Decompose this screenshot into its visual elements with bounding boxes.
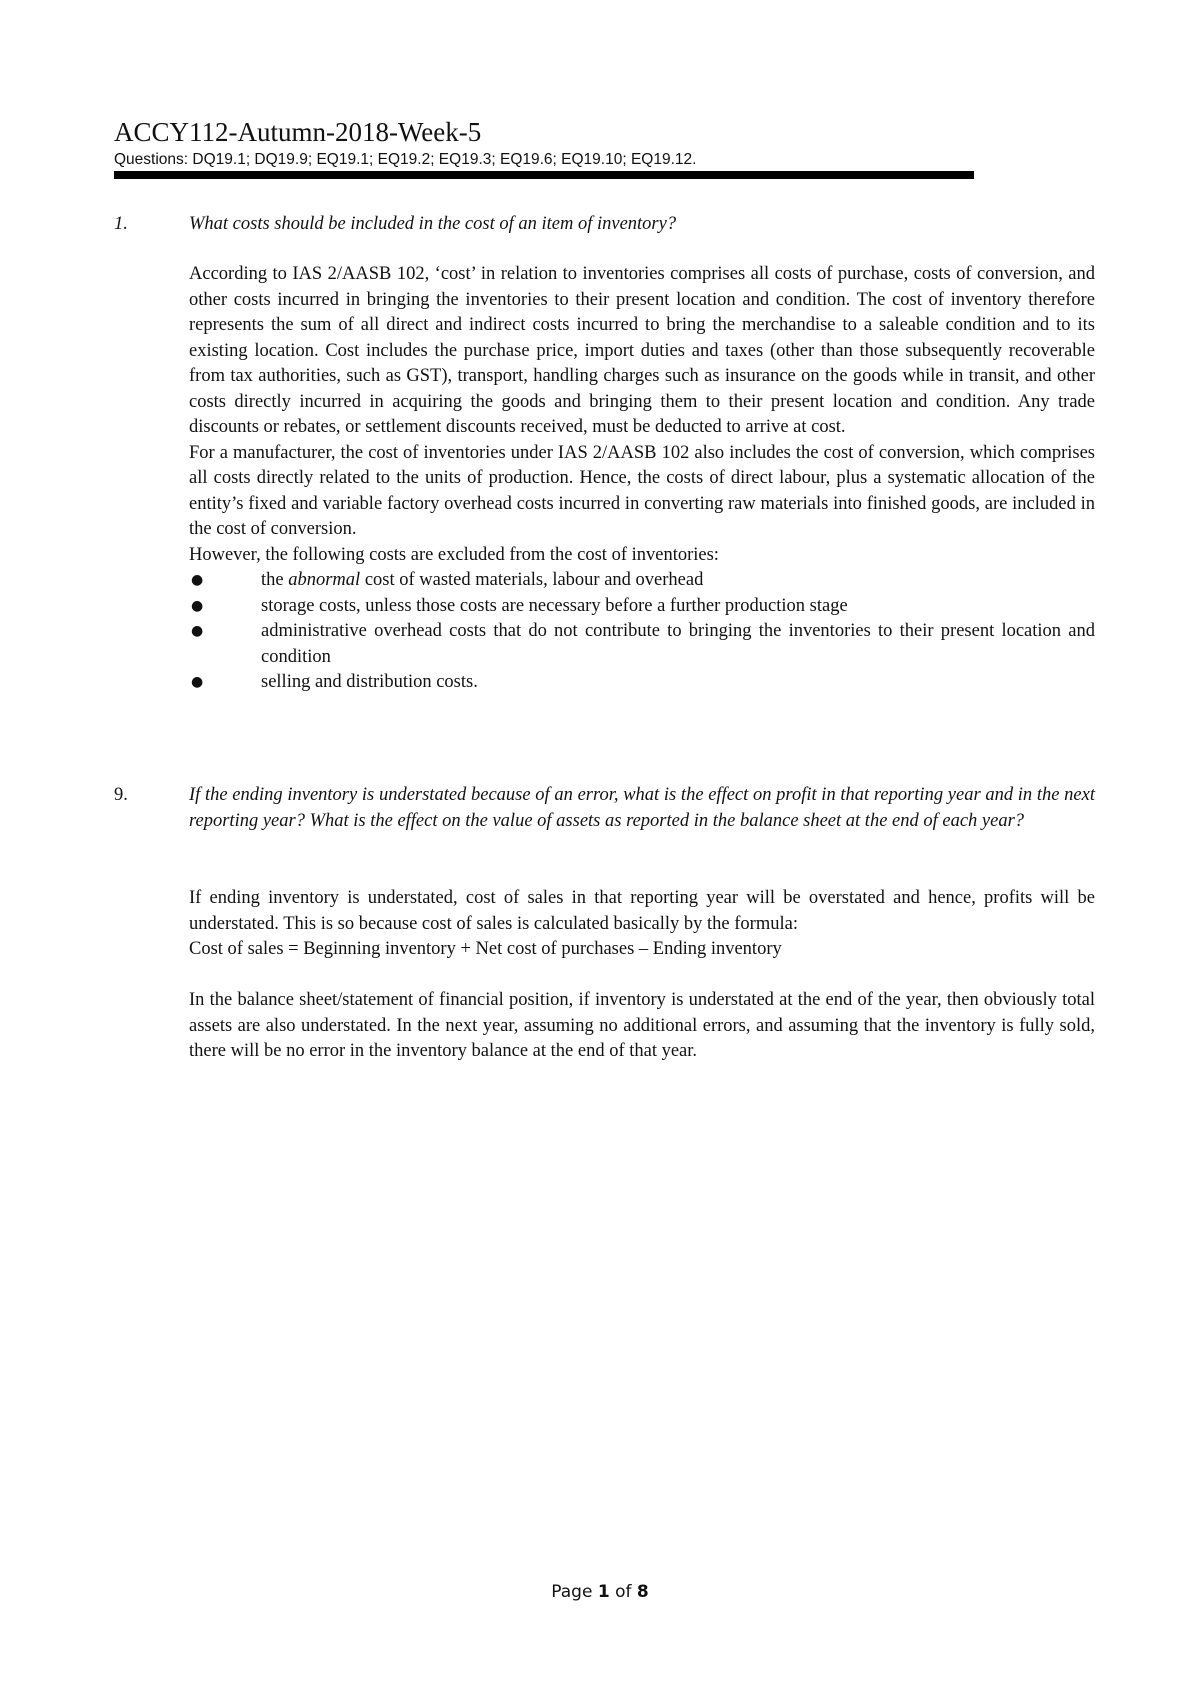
document-title: ACCY112-Autumn-2018-Week-5 xyxy=(114,117,482,147)
bullet-text: cost of wasted materials, labour and overhead xyxy=(360,570,704,590)
answer-1-paragraph-3: However, the following costs are excluded from the cost of inventories: xyxy=(189,544,719,565)
answer-1-paragraph-1: According to IAS 2/AASB 102, ‘cost’ in relation to inventories comprises all costs of purchase, costs of conversion, and other costs incurred in bringing the inventories to their present location and condition. The cost of inventory therefore represents the sum of all direct and indirect costs incurred to bring the merchandise to a saleable condition and to its existing location. Cost includes the purchase price, import duties and taxes (other than those subsequently recoverable from tax authorities, such as GST), transport, handling charges such as insurance on the goods while in transit, and other costs directly incurred in acquiring the goods and bringing them to their present location and condition. Any trade discounts or rebates, or settlement discounts received, must be deducted to arrive at cost. xyxy=(189,264,1095,437)
question-9-number: 9. xyxy=(114,785,128,805)
header-divider xyxy=(114,171,974,179)
cost-of-sales-formula: Cost of sales = Beginning inventory + Net cost of purchases – Ending inventory xyxy=(189,939,782,959)
answer-1-paragraph-2: For a manufacturer, the cost of inventories under IAS 2/AASB 102 also includes the cost of conversion, which comprises all costs directly related to the units of production. Hence, the costs of direct labour, plus a systematic allocation of the entity’s fixed and variable factory overhead costs incurred in converting raw materials into finished goods, are included in the cost of conversion. xyxy=(189,442,1095,539)
question-1-answer xyxy=(189,262,1095,696)
list-item xyxy=(189,670,1095,696)
answer-9-paragraph-1: If ending inventory is understated, cost of sales in that reporting year will be overstated and hence, profits will be understated. This is so because cost of sales is calculated basically by the formula: xyxy=(189,888,1095,934)
bullet-text: administrative overhead costs that do not contribute to bringing the inventories to their present location and condition xyxy=(261,621,1095,667)
bullet-icon: ● xyxy=(191,674,204,690)
footer-of-word: of xyxy=(615,1582,632,1602)
bullet-emphasis: abnormal xyxy=(288,570,361,590)
question-1-text: What costs should be included in the cost of an item of inventory? xyxy=(189,214,677,234)
bullet-icon: ● xyxy=(191,572,204,588)
list-item xyxy=(189,594,1095,620)
bullet-icon: ● xyxy=(191,623,204,639)
bullet-text: selling and distribution costs. xyxy=(261,672,478,692)
list-item xyxy=(189,619,1095,670)
answer-9-paragraph-2: In the balance sheet/statement of financial position, if inventory is understated at the end of the year, then obviously total assets are also understated. In the next year, assuming no additional errors, and assuming that the inventory is fully sold, there will be no error in the inventory balance at the end of that year. xyxy=(189,990,1095,1061)
page-number-footer xyxy=(0,1582,1200,1602)
footer-page-word: Page xyxy=(551,1582,593,1602)
question-9-text: If the ending inventory is understated because of an error, what is the effect on profit in that reporting year and in the next reporting year? What is the effect on the value of assets as reported in the balance sheet at the end of each year? xyxy=(189,785,1095,831)
bullet-text: the xyxy=(261,570,289,590)
paragraph-spacer xyxy=(189,963,1095,989)
footer-total-pages: 8 xyxy=(636,1582,649,1602)
question-9-answer xyxy=(189,886,1095,1065)
list-item xyxy=(189,568,1095,594)
bullet-icon: ● xyxy=(191,597,204,614)
bullet-text: storage costs, unless those costs are necessary before a further production stage xyxy=(261,595,848,616)
questions-list: Questions: DQ19.1; DQ19.9; EQ19.1; EQ19.2; EQ19.3; EQ19.6; EQ19.10; EQ19.12. xyxy=(114,151,697,168)
footer-current-page: 1 xyxy=(597,1582,610,1602)
excluded-costs-list xyxy=(189,568,1095,696)
question-1-number: 1. xyxy=(114,214,128,234)
